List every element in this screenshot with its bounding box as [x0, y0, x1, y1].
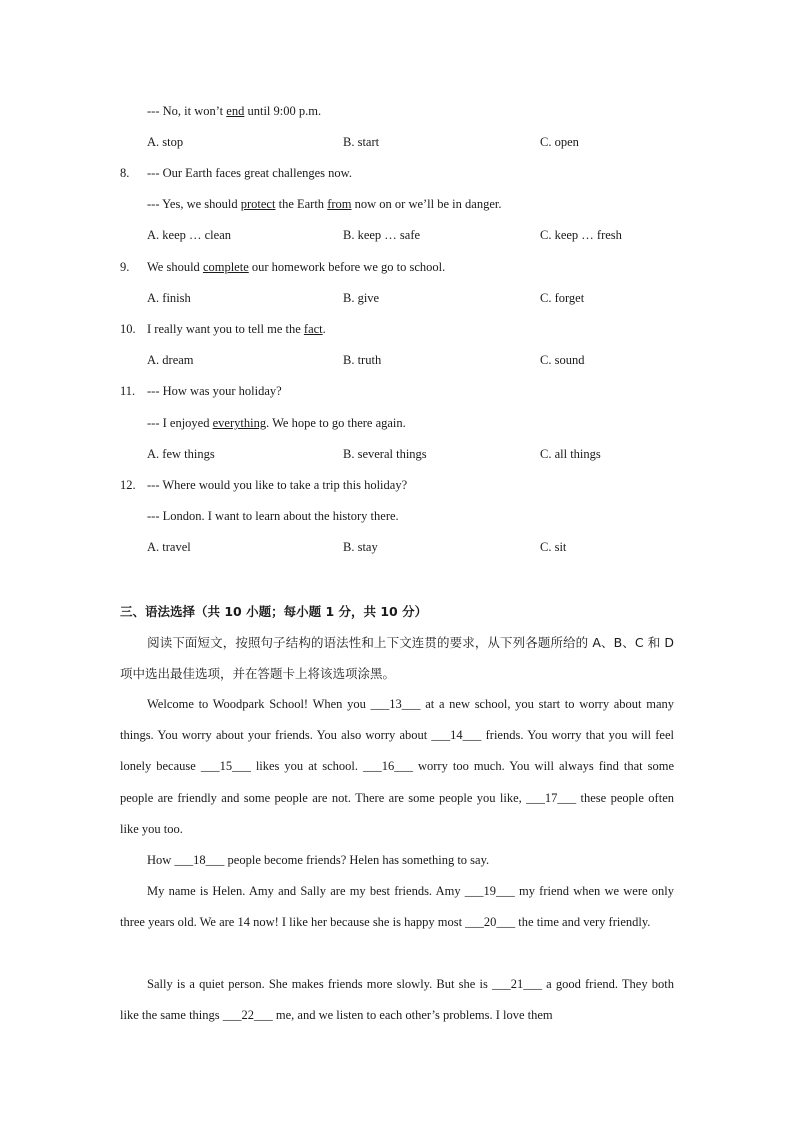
q10-number: 10. [120, 322, 136, 336]
text: until 9:00 p.m. [244, 104, 322, 118]
paragraph-text: Welcome to Woodpark School! When you ___13___ at a new school, you start to worry about many things. You worry about your friends. You also worry about ___14___ friends. You worry that you will feel lonely because ___15___ likes you at school. ___16___ worry too much. You will always find that some people are friendly and some people are not. There are some people you like, ___17___ these people often like you too. [120, 697, 674, 836]
passage-paragraph-4 [120, 969, 674, 1031]
q9-option-b: B. give [343, 291, 380, 305]
passage-paragraph-1 [120, 689, 674, 845]
underlined-word: everything [212, 416, 267, 430]
text: --- No, it won’t [147, 104, 227, 118]
text: . We hope to go there again. [266, 416, 406, 430]
q12-option-b: B. stay [343, 540, 378, 554]
q8-option-a: A. keep … clean [147, 228, 231, 242]
q12-option-a: A. travel [147, 540, 191, 554]
text: We should [147, 260, 203, 274]
q11-option-c: C. all things [540, 447, 601, 461]
q10-option-a: A. dream [147, 353, 194, 367]
q9-option-c: C. forget [540, 291, 585, 305]
passage-paragraph-2 [120, 845, 674, 876]
text: now on or we’ll be in danger. [351, 197, 502, 211]
q7-option-c: C. open [540, 135, 579, 149]
q11-line1: --- How was your holiday? [147, 384, 282, 398]
underlined-word: from [327, 197, 352, 211]
q8-option-b: B. keep … safe [343, 228, 421, 242]
q10-line [147, 322, 326, 337]
underlined-word: protect [240, 197, 276, 211]
q9-line [147, 260, 445, 275]
section-instruction [120, 627, 674, 689]
paragraph-text: Sally is a quiet person. She makes friends more slowly. But she is ___21___ a good friend. They both like the same things ___22___ me, and we listen to each other’s problems. I love them [120, 977, 674, 1023]
q7-answer-line [147, 104, 321, 119]
text: . [322, 322, 326, 336]
q12-line2: --- London. I want to learn about the history there. [147, 509, 399, 523]
q9-number: 9. [120, 260, 130, 274]
q10-option-b: B. truth [343, 353, 382, 367]
q9-option-a: A. finish [147, 291, 191, 305]
q7-option-b: B. start [343, 135, 380, 149]
q11-option-a: A. few things [147, 447, 215, 461]
paragraph-text: My name is Helen. Amy and Sally are my best friends. Amy ___19___ my friend when we were only three years old. We are 14 now! I like her because she is happy most ___20___ the time and very friendly. [120, 884, 674, 930]
q11-line2 [147, 416, 406, 431]
text: --- Yes, we should [147, 197, 241, 211]
q7-option-a: A. stop [147, 135, 184, 149]
q11-option-b: B. several things [343, 447, 427, 461]
q8-option-c: C. keep … fresh [540, 228, 622, 242]
q12-number: 12. [120, 478, 136, 492]
paragraph-text: How ___18___ people become friends? Helen has something to say. [147, 853, 490, 867]
passage-paragraph-3 [120, 876, 674, 938]
q8-line1: --- Our Earth faces great challenges now. [147, 166, 352, 180]
q10-option-c: C. sound [540, 353, 585, 367]
q12-line1: --- Where would you like to take a trip this holiday? [147, 478, 408, 492]
q8-number: 8. [120, 166, 130, 180]
text: I really want you to tell me the [147, 322, 304, 336]
section-title: 三、语法选择（共 10 小题；每小题 1 分，共 10 分） [120, 604, 428, 619]
q12-option-c: C. sit [540, 540, 567, 554]
underlined-word: complete [202, 260, 249, 274]
q11-number: 11. [120, 384, 136, 398]
text: --- I enjoyed [147, 416, 213, 430]
underlined-word: end [226, 104, 245, 118]
q8-line2 [147, 197, 501, 212]
underlined-word: fact [303, 322, 323, 336]
text: the Earth [275, 197, 328, 211]
instruction-text: 阅读下面短文，按照句子结构的语法性和上下文连贯的要求，从下列各题所给的 A、B、C 和 D 项中选出最佳选项，并在答题卡上将该选项涂黑。 [120, 635, 674, 682]
text: our homework before we go to school. [248, 260, 446, 274]
